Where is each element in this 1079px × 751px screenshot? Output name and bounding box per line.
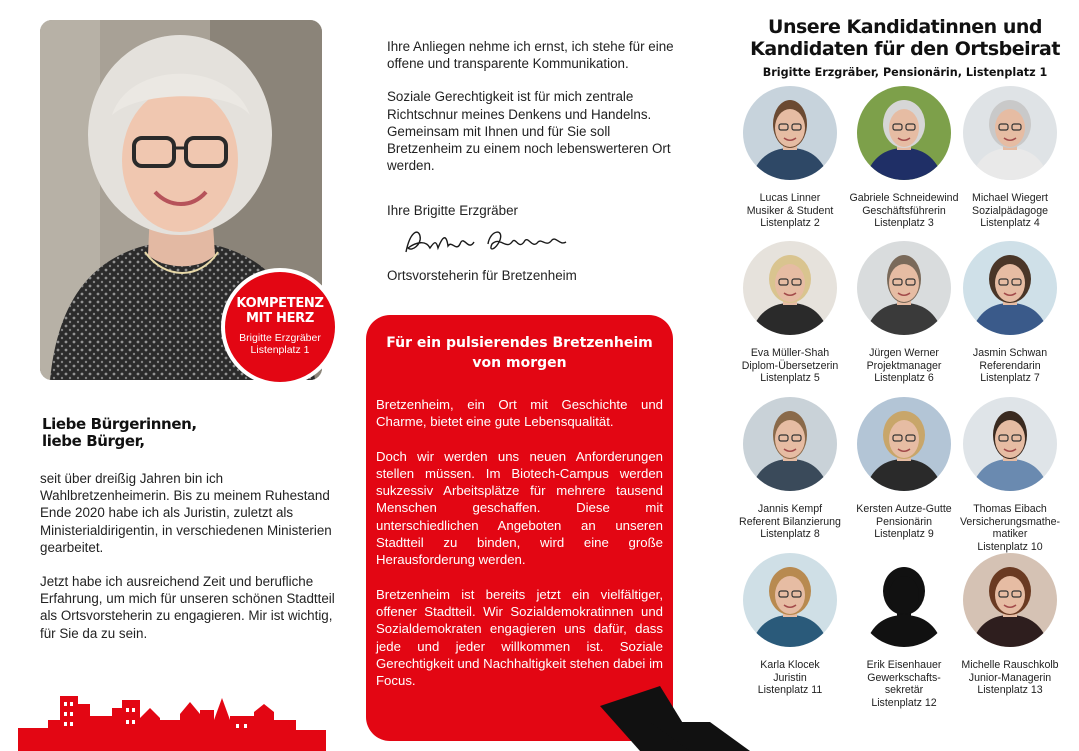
candidate-occupation: Geschäftsführerin [862,204,946,217]
candidate-avatar [963,553,1057,647]
handwritten-signature [400,222,580,262]
red-box-heading [376,333,663,373]
candidate-list-position: Listenplatz 11 [757,684,823,697]
candidate-avatar [857,397,951,491]
city-skyline-graphic [0,690,345,751]
red-box-paragraph: Bretzenheim, ein Ort mit Geschichte und Charme, bietet eine gute Lebensqualität. [376,397,663,430]
greeting-line2: liebe Bürger, [42,432,145,450]
candidate-info [847,659,961,709]
greeting-heading [42,416,302,450]
candidate-card [733,86,847,230]
black-arrow-graphic [600,686,750,751]
intro-text [40,470,340,659]
candidate-card [847,553,961,709]
candidate-name: Kersten Autze-Gutte [856,503,952,515]
candidate-name: Erik Eisenhauer [866,659,942,671]
candidate-occupation: Diplom-Übersetzerin [741,359,839,372]
candidate-occupation: Juristin [773,671,807,684]
candidate-card [953,241,1067,385]
red-box-paragraph: Doch wir werden uns neuen Anforderungen stellen müssen. Im Biotech-Campus werden sukzessiv Arbeitsplätze für mehrere tausend Menschen geschaffen. Diese mit unterschiedlichen Angeboten an unseren Stadtteil zu binden, wird eine große Herausforderung werden. [376,448,663,568]
candidate-card [847,241,961,385]
badge-line2: MIT HERZ [246,311,314,326]
candidate-list-position: Listenplatz 9 [874,528,934,541]
candidate-occupation: sekretär [884,684,924,697]
candidates-subtitle: Brigitte Erzgräber, Pensionärin, Listenplatz 1 [762,66,1048,79]
candidates-title [735,16,1075,60]
candidate-avatar [963,397,1057,491]
candidate-avatar [857,86,951,180]
candidate-avatar [963,241,1057,335]
candidate-info [953,192,1067,230]
candidate-name: Lucas Linner [759,192,821,204]
candidate-card [953,553,1067,697]
candidate-info [953,347,1067,385]
badge-caption [225,332,335,356]
kompetenz-badge [221,268,339,386]
candidate-list-position: Listenplatz 5 [760,372,820,385]
badge-name: Brigitte Erzgräber [239,332,321,344]
candidate-card [733,397,847,541]
badge-line1: KOMPETENZ [236,296,324,311]
candidate-avatar [743,86,837,180]
candidate-occupation: Referendarin [979,359,1041,372]
candidate-avatar [743,553,837,647]
candidate-list-position: Listenplatz 4 [980,217,1040,230]
candidate-info [733,503,847,541]
candidate-avatar [963,86,1057,180]
candidate-occupation: Projektmanager [866,359,942,372]
candidate-info [847,192,961,230]
candidate-name: Michael Wiegert [972,192,1048,204]
middle-paragraph: Ihre Anliegen nehme ich ernst, ich stehe für eine offene und transparente Kommunikation. [387,39,674,72]
candidate-card [847,86,961,230]
candidate-name: Michelle Rauschkolb [961,659,1059,671]
candidate-info [847,503,961,541]
candidate-avatar [857,241,951,335]
candidate-card [847,397,961,541]
candidate-info [953,659,1067,697]
intro-paragraph: Jetzt habe ich ausreichend Zeit und berufliche Erfahrung, um mich für unseren schönen Stadtteil als Ortsvorsteherin zu engagieren. Mir ist wichtig, für Sie da zu sein. [40,574,335,641]
red-box-paragraph: Bretzenheim ist bereits jetzt ein vielfältiger, offener Stadtteil. Wir Sozialdemokratinnen und Sozialdemokraten engagieren uns dafür, dass jede und jeder willkommen ist. Soziale Gerechtigkeit und Nachhaltigkeit stehen dabei im Focus. [376,586,663,689]
candidate-name: Jürgen Werner [869,347,939,359]
candidate-occupation: Gewerkschafts- [867,671,941,684]
candidate-info [953,503,1067,553]
candidate-info [733,347,847,385]
candidate-card [953,397,1067,553]
role-text: Ortsvorsteherin für Bretzenheim [387,268,577,283]
candidate-name: Jannis Kempf [757,503,823,515]
candidate-card [953,86,1067,230]
badge-list: Listenplatz 1 [250,344,310,356]
greeting-line1: Liebe Bürgerinnen, [42,415,197,433]
candidate-occupation: Musiker & Student [746,204,834,217]
candidate-occupation: Referent Bilanzierung [739,515,841,528]
candidate-avatar [743,241,837,335]
candidate-card [733,553,847,697]
candidate-name: Thomas Eibach [973,503,1047,515]
candidate-occupation: Junior-Managerin [968,671,1052,684]
candidates-title-line2: Kandidaten für den Ortsbeirat [750,38,1060,60]
candidate-list-position: Listenplatz 13 [977,684,1043,697]
red-box-heading-line1: Für ein pulsierendes Bretzenheim [386,335,653,351]
candidate-name: Karla Klocek [760,659,820,671]
red-info-box [366,315,673,741]
candidate-card [733,241,847,385]
candidate-name: Eva Müller-Shah [750,347,830,359]
candidate-occupation: matiker [992,528,1028,541]
candidate-list-position: Listenplatz 3 [874,217,934,230]
middle-text [387,38,687,190]
candidate-name: Gabriele Schneidewind [849,192,959,204]
candidate-occupation: Pensionärin [876,515,932,528]
candidate-list-position: Listenplatz 7 [980,372,1040,385]
red-box-heading-line2: von morgen [472,355,567,371]
candidate-occupation: Sozialpädagoge [972,204,1048,217]
candidate-avatar [857,553,951,647]
candidate-occupation: Versicherungsmathe- [959,515,1061,528]
candidate-list-position: Listenplatz 6 [874,372,934,385]
candidate-info [847,347,961,385]
middle-paragraph: Soziale Gerechtigkeit ist für mich zentrale Richtschnur meines Denkens und Handelns. Gemeinsam mit Ihnen und für Sie soll Bretzenheim zu einem noch lebenswerteren Ort werden. [387,89,671,174]
candidate-info [733,192,847,230]
candidates-title-line1: Unsere Kandidatinnen und [768,16,1042,38]
candidate-name: Jasmin Schwan [972,347,1048,359]
candidate-avatar [743,397,837,491]
candidate-list-position: Listenplatz 10 [977,540,1043,553]
candidate-info [733,659,847,697]
signoff-text: Ihre Brigitte Erzgräber [387,203,518,218]
intro-paragraph: seit über dreißig Jahren bin ich Wahlbretzenheimerin. Bis zu meinem Ruhestand Ende 2020 habe ich als Juristin, zuletzt als Ministerialdirigentin, in verschiedenen Ministerien gearbeitet. [40,471,332,555]
badge-title [225,296,335,326]
candidate-list-position: Listenplatz 12 [871,696,937,709]
candidate-list-position: Listenplatz 2 [760,217,820,230]
candidate-list-position: Listenplatz 8 [760,528,820,541]
